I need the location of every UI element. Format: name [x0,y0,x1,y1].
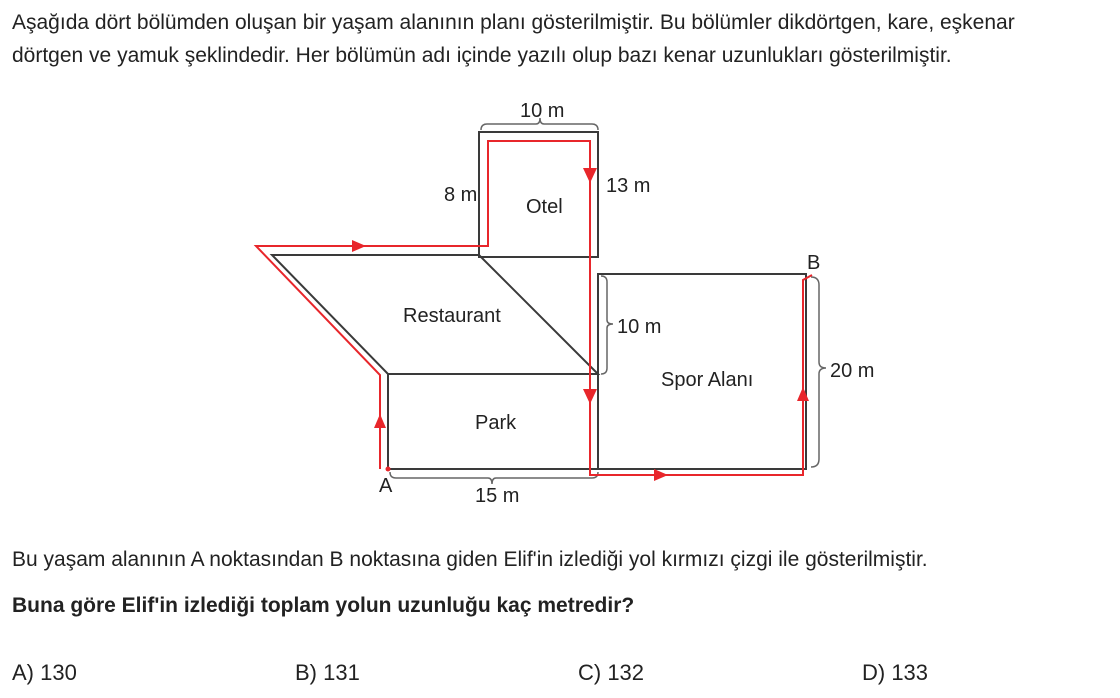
path-line [256,141,812,475]
spor-label: Spor Alanı [661,369,754,391]
intro-line-1: Aşağıda dört bölümden oluşan bir yaşam alanının planı gösterilmiştir. Bu bölümler dikdörtgen, kare, eşkenar [12,11,1015,34]
option-b[interactable]: B) 131 [295,660,360,685]
plan-outlines [272,132,806,469]
otel-outline [479,132,598,257]
park-bottom-label: 15 m [475,485,520,507]
measure-braces [390,118,826,484]
intro-line-2: dörtgen ve yamuk şeklindedir. Her bölümün adı içinde yazılı olup bazı kenar uzunlukları gösterilmiştir. [12,44,952,67]
spor-upper-label: 10 m [617,316,662,338]
question-prompt: Buna göre Elif'in izlediği toplam yolun uzunluğu kaç metredir? [12,594,635,617]
park-bottom-brace [390,472,598,484]
park-label: Park [475,412,517,434]
option-c[interactable]: C) 132 [578,660,645,685]
arrow-right-icon [352,240,366,252]
otel-left-label: 8 m [444,184,478,206]
otel-label: Otel [526,196,563,218]
point-a-label: A [379,475,393,497]
point-b-label: B [807,252,821,274]
arrow-up-icon [797,387,809,401]
arrow-up-icon [374,414,386,428]
spor-upper-brace [601,276,613,374]
point-a-marker [386,467,391,472]
spor-height-brace [811,277,826,467]
spor-height-label: 20 m [830,360,875,382]
path-statement: Bu yaşam alanının A noktasından B noktasına giden Elif'in izlediği yol kırmızı çizgi ile gösterilmiştir. [12,548,928,571]
option-d[interactable]: D) 133 [862,660,929,685]
arrow-down-icon [583,168,597,183]
elif-path [256,141,812,475]
otel-right-label: 13 m [606,175,651,197]
arrow-right-icon [654,469,668,481]
arrow-down-icon [583,389,597,404]
top-width-label: 10 m [520,100,565,122]
option-a[interactable]: A) 130 [12,660,77,685]
restaurant-label: Restaurant [403,305,501,327]
